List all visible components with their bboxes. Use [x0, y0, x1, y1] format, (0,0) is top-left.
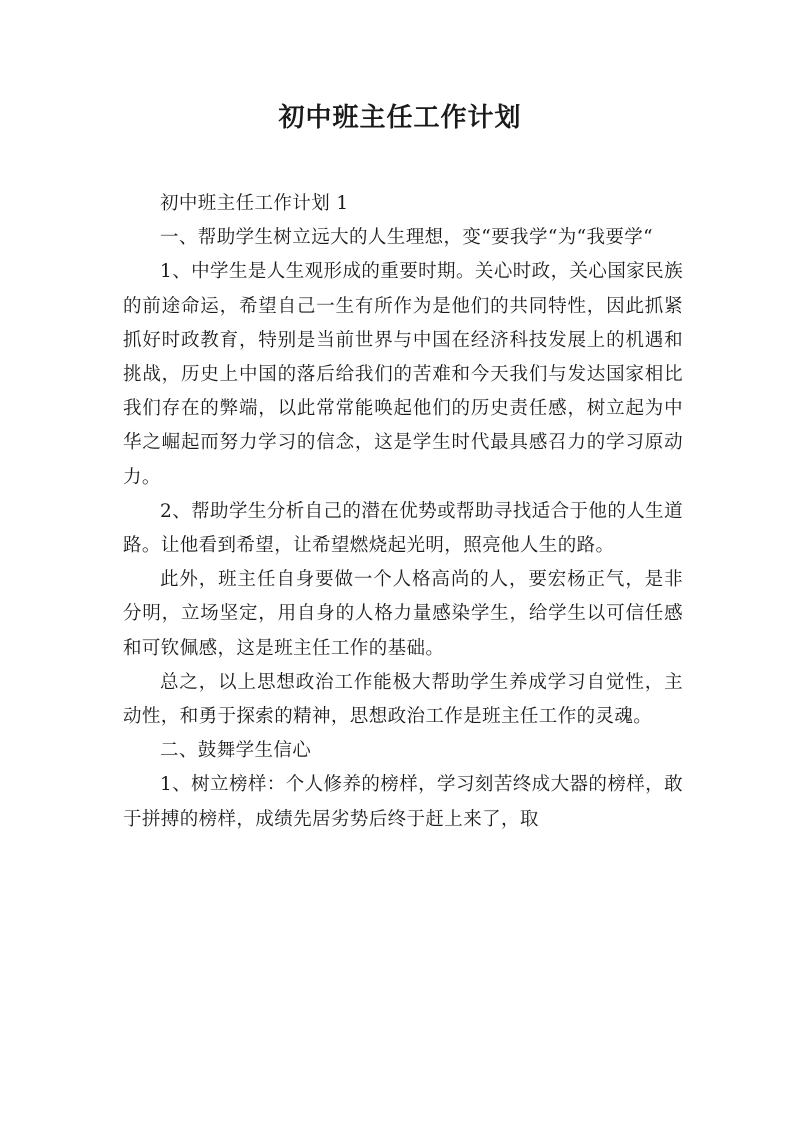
paragraph-current-affairs: 1、中学生是人生观形成的重要时期。关心时政，关心国家民族的前途命运，希望自己一生有所作为是他们的共同特性，因此抓紧抓好时政教育，特别是当前世界与中国在经济科技发展上的机遇和挑战，历史上中国的落后给我们的苦难和今天我们与发达国家相比我们存在的弊端，以此常常能唤起他们的历史责任感，树立起为中华之崛起而努力学习的信念，这是学生时代最具感召力的学习原动力。	[123, 261, 683, 488]
paragraph-life-path: 2、帮助学生分析自己的潜在优势或帮助寻找适合于他的人生道路。让他看到希望，让希望燃烧起光明，照亮他人生的路。	[123, 500, 683, 557]
section-heading-ideals: 一、帮助学生树立远大的人生理想，变“要我学“为“我要学“	[160, 227, 654, 249]
paragraph-role-models: 1、树立榜样：个人修养的榜样，学习刻苦终成大器的榜样，敢于拼搏的榜样，成绩先居劣势后终于赶上来了，取	[123, 774, 683, 830]
document-title: 初中班主任工作计划	[278, 103, 522, 133]
paragraph-teacher-character: 此外，班主任自身要做一个人格高尚的人，要宏杨正气，是非分明，立场坚定，用自身的人格力量感染学生，给学生以可信任感和可钦佩感，这是班主任工作的基础。	[123, 569, 683, 659]
section-heading-confidence: 二、鼓舞学生信心	[160, 740, 312, 762]
document-body	[123, 187, 683, 837]
section-heading-plan-1: 初中班主任工作计划 1	[160, 193, 349, 214]
paragraph-summary: 总之，以上思想政治工作能极大帮助学生养成学习自觉性，主动性，和勇于探索的精神，思想政治工作是班主任工作的灵魂。	[123, 671, 683, 728]
